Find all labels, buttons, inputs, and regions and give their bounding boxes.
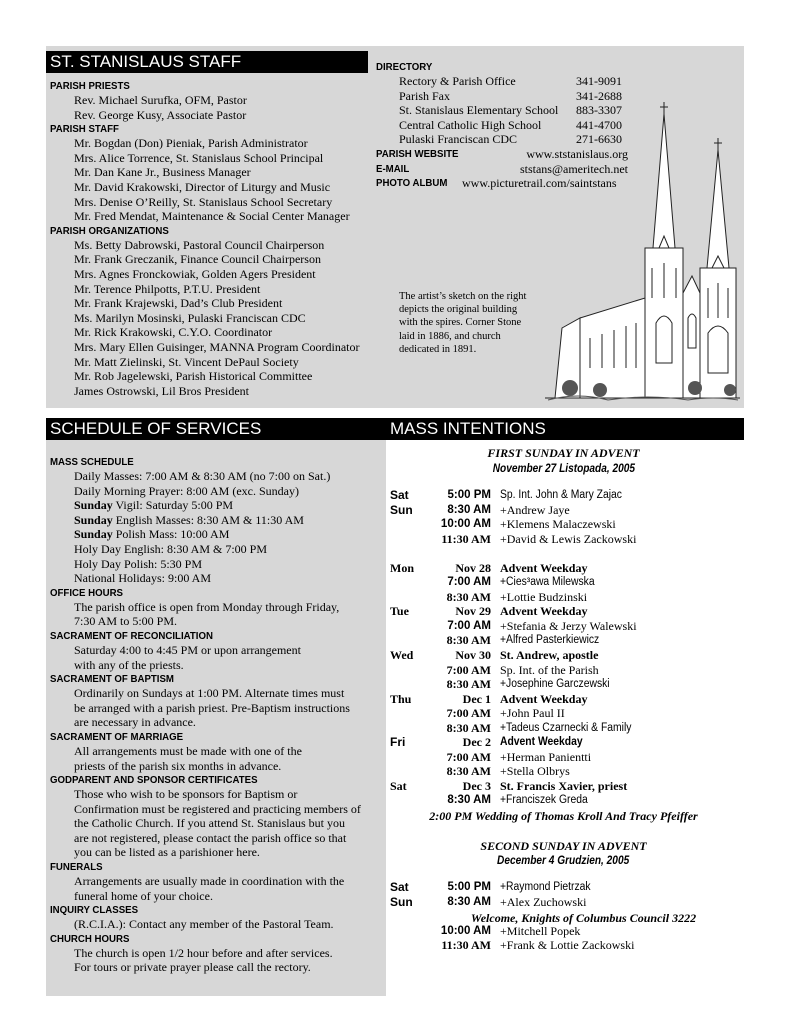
- intention-time: 11:30 AM: [441, 938, 491, 952]
- schedule-line-bold: Sunday: [74, 512, 113, 527]
- intention-time: 8:30 AM: [446, 764, 491, 778]
- intention-name: Advent Weekday: [500, 604, 588, 618]
- intention-time: 8:30 AM: [447, 504, 491, 516]
- intention-row: [386, 692, 746, 707]
- schedule-line-bold: Sunday: [74, 498, 113, 513]
- org-line: Mrs. Mary Ellen Guisinger, MANNA Program Coordinator: [74, 339, 360, 354]
- schedule-line-text: Polish Mass: 10:00 AM: [112, 527, 230, 542]
- intention-name: +Josephine Garczewski: [500, 678, 610, 690]
- directory-entry-name: Parish Fax: [399, 88, 450, 103]
- priest-line: Rev. George Kusy, Associate Pastor: [74, 107, 247, 122]
- intention-row: [386, 779, 746, 794]
- intention-row: [386, 561, 746, 576]
- wedding-note: 2:00 PM Wedding of Thomas Kroll And Tracy Pfeiffer: [429, 809, 698, 823]
- schedule-heading: GODPARENT AND SPONSOR CERTIFICATES: [50, 774, 258, 787]
- intention-day: Wed: [390, 648, 414, 662]
- directory-entry-name: St. Stanislaus Elementary School: [399, 103, 559, 118]
- directory-entry-phone: 883-3307: [576, 103, 622, 118]
- schedule-title: SCHEDULE OF SERVICES: [46, 418, 390, 440]
- schedule-line: National Holidays: 9:00 AM: [74, 571, 211, 586]
- intention-name: St. Francis Xavier, priest: [500, 779, 628, 793]
- album-label: PHOTO ALBUM: [376, 177, 448, 190]
- directory-entry-phone: 441-4700: [576, 117, 622, 132]
- intention-name: +Tadeus Czarnecki & Family: [500, 722, 632, 734]
- staff-title: ST. STANISLAUS STAFF: [46, 51, 368, 73]
- orgs-heading: PARISH ORGANIZATIONS: [50, 224, 169, 237]
- intention-row: [386, 633, 746, 648]
- org-line: James Ostrowski, Lil Bros President: [74, 383, 249, 398]
- schedule-line: Holy Day English: 8:30 AM & 7:00 PM: [74, 541, 268, 556]
- org-line: Ms. Marilyn Mosinski, Pulaski Franciscan CDC: [74, 310, 306, 325]
- intention-name: Advent Weekday: [500, 736, 583, 748]
- org-line: Mr. Rob Jagelewski, Parish Historical Committee: [74, 369, 313, 384]
- directory-entry-name: Central Catholic High School: [399, 117, 542, 132]
- intention-time: Nov 30: [455, 648, 491, 662]
- intention-row: [386, 735, 746, 750]
- intention-time: Nov 29: [455, 604, 491, 618]
- week2-title: SECOND SUNDAY IN ADVENT: [480, 839, 647, 853]
- schedule-line: the Catholic Church. If you attend St. Stanislaus but you: [74, 816, 345, 831]
- intention-name: Sp. Int. John & Mary Zajac: [500, 489, 622, 501]
- schedule-line-text: English Masses: 8:30 AM & 11:30 AM: [112, 512, 304, 527]
- schedule-line: Ordinarily on Sundays at 1:00 PM. Alternate times must: [74, 686, 345, 701]
- intentions-content: [386, 0, 744, 1024]
- staff-heading: PARISH STAFF: [50, 123, 119, 136]
- schedule-line: with any of the priests.: [74, 657, 184, 672]
- schedule-line: Daily Masses: 7:00 AM & 8:30 AM (no 7:00 on Sat.): [74, 469, 331, 483]
- schedule-line: Holy Day Polish: 5:30 PM: [74, 556, 203, 571]
- schedule-line: are necessary in advance.: [74, 715, 196, 730]
- intention-time: 8:30 AM: [446, 677, 491, 691]
- directory-heading: DIRECTORY: [376, 61, 433, 73]
- schedule-line: The church is open 1/2 hour before and after services.: [74, 945, 333, 960]
- intention-name: St. Andrew, apostle: [500, 648, 599, 662]
- org-line: Mr. Terence Philpotts, P.T.U. President: [74, 281, 261, 296]
- staff-column: [50, 79, 390, 398]
- schedule-line: Saturday 4:00 to 4:45 PM or upon arrangement: [74, 642, 301, 657]
- schedule-heading: MASS SCHEDULE: [50, 456, 134, 468]
- week1-date-text: November 27 Listopada, 2005: [492, 463, 635, 475]
- intention-name: +Alfred Pasterkiewicz: [500, 634, 600, 646]
- schedule-line: All arrangements must be made with one of the: [74, 743, 302, 758]
- staff-line: Mr. David Krakowski, Director of Liturgy and Music: [74, 179, 331, 194]
- schedule-line: are not registered, please contact the parish office so that: [74, 830, 347, 845]
- caption-line: with the spires. Corner Stone: [399, 317, 522, 329]
- schedule-line: Those who wish to be sponsors for Baptism or: [74, 787, 298, 802]
- schedule-line: [50, 498, 386, 513]
- intention-time: Nov 28: [455, 561, 491, 575]
- intention-name: +Cies³awa Milewska: [500, 576, 595, 588]
- intention-time: 5:00 PM: [447, 489, 491, 501]
- intention-name: +Franciszek Greda: [500, 794, 588, 806]
- schedule-heading: FUNERALS: [50, 861, 103, 874]
- intention-row: [386, 648, 746, 663]
- intention-day: Thu: [390, 692, 412, 706]
- intention-row: [386, 590, 746, 605]
- schedule-line: The parish office is open from Monday through Friday,: [74, 599, 340, 614]
- intention-row: [386, 721, 746, 736]
- schedule-line: you can be listed as a parishioner here.: [74, 845, 260, 860]
- intention-row: [386, 619, 746, 634]
- staff-line: Mrs. Denise O’Reilly, St. Stanislaus School Secretary: [74, 194, 333, 209]
- intention-row: [386, 575, 746, 590]
- intention-name: +Raymond Pietrzak: [500, 881, 591, 893]
- intention-time: 7:00 AM: [446, 663, 491, 677]
- intention-row: [386, 924, 746, 939]
- org-line: Mr. Frank Krajewski, Dad’s Club President: [74, 296, 283, 311]
- intention-time: 7:00 AM: [447, 620, 491, 632]
- schedule-line: be arranged with a parish priest. Pre-Baptism instructions: [74, 700, 350, 715]
- intention-name: +Lottie Budzinski: [500, 590, 588, 604]
- intention-row: [386, 880, 746, 895]
- intention-time: 10:00 AM: [440, 925, 491, 937]
- intention-row: [386, 793, 746, 808]
- intention-row: [386, 532, 746, 547]
- directory-entry-name: Rectory & Parish Office: [399, 74, 516, 88]
- staff-line: Mr. Bogdan (Don) Pieniak, Parish Administrator: [74, 136, 308, 151]
- schedule-line: funeral home of your choice.: [74, 888, 213, 903]
- priest-line: Rev. Michael Surufka, OFM, Pastor: [74, 93, 247, 107]
- intention-row: [386, 750, 746, 765]
- staff-line: Mr. Dan Kane Jr., Business Manager: [74, 165, 251, 180]
- intentions-title: MASS INTENTIONS: [386, 418, 744, 440]
- intention-time: Dec 2: [462, 735, 491, 749]
- email-label: E-MAIL: [376, 162, 410, 175]
- intention-row: [386, 895, 746, 910]
- directory-entry-phone: 341-9091: [576, 74, 622, 88]
- intention-day: Sun: [390, 895, 413, 909]
- intention-day: Sun: [390, 503, 413, 517]
- intention-time: 5:00 PM: [447, 881, 491, 893]
- intention-row: [386, 517, 746, 532]
- intention-row: [386, 677, 746, 692]
- schedule-line: Daily Morning Prayer: 8:00 AM (exc. Sunday): [74, 483, 299, 498]
- intention-time: 7:00 AM: [446, 706, 491, 720]
- intention-day: Mon: [390, 561, 414, 575]
- album-link[interactable]: www.picturetrail.com/saintstans: [462, 176, 617, 191]
- caption-line: The artist’s sketch on the right: [399, 291, 527, 302]
- intention-time: 8:30 AM: [446, 721, 491, 735]
- caption-line: dedicated in 1891.: [399, 343, 477, 355]
- week2-date: [386, 853, 741, 869]
- directory-entry-phone: 271-6630: [576, 132, 622, 147]
- intention-row: [386, 938, 746, 953]
- website-label: PARISH WEBSITE: [376, 147, 459, 160]
- directory-entry-phone: 341-2688: [576, 88, 622, 103]
- intention-time: Dec 3: [462, 779, 491, 793]
- intention-name: +David & Lewis Zackowski: [500, 532, 637, 546]
- intention-name: Advent Weekday: [500, 692, 588, 706]
- intention-time: Dec 1: [462, 692, 491, 706]
- caption-line: laid in 1886, and church: [399, 330, 501, 342]
- org-line: Mr. Rick Krakowski, C.Y.O. Coordinator: [74, 325, 273, 340]
- schedule-line-bold: Sunday: [74, 527, 113, 542]
- schedule-line: [50, 513, 386, 528]
- week2-date-text: December 4 Grudzien, 2005: [497, 855, 630, 867]
- kofc-note: Welcome, Knights of Columbus Council 3222: [470, 911, 697, 925]
- schedule-heading: CHURCH HOURS: [50, 932, 130, 945]
- intention-row: [386, 604, 746, 619]
- schedule-line: [50, 527, 386, 542]
- intention-name: +Alex Zuchowski: [500, 895, 587, 909]
- schedule-heading: SACRAMENT OF MARRIAGE: [50, 730, 184, 743]
- priests-heading: PARISH PRIESTS: [50, 80, 130, 92]
- intention-time: 8:30 AM: [447, 896, 491, 908]
- intention-time: 8:30 AM: [446, 633, 491, 647]
- intention-time: 7:00 AM: [447, 576, 491, 588]
- intention-day: Tue: [390, 604, 409, 618]
- intention-day: Fri: [390, 735, 406, 749]
- directory-entry-name: Pulaski Franciscan CDC: [399, 132, 517, 147]
- intention-row: [386, 764, 746, 779]
- caption-line: depicts the original building: [399, 304, 518, 316]
- schedule-heading: SACRAMENT OF RECONCILIATION: [50, 629, 213, 642]
- schedule-line: (R.C.I.A.): Contact any member of the Pastoral Team.: [74, 917, 334, 932]
- org-line: Mr. Matt Zielinski, St. Vincent DePaul Society: [74, 354, 299, 369]
- org-line: Mrs. Agnes Fronckowiak, Golden Agers President: [74, 266, 316, 281]
- website-link[interactable]: www.ststanislaus.org: [526, 146, 628, 161]
- org-line: Ms. Betty Dabrowski, Pastoral Council Chairperson: [74, 237, 325, 252]
- schedule-heading: OFFICE HOURS: [50, 586, 123, 599]
- staff-line: Mr. Fred Mendat, Maintenance & Social Center Manager: [74, 209, 350, 224]
- schedule-line: Arrangements are usually made in coordination with the: [74, 874, 345, 889]
- intention-time: 11:30 AM: [441, 532, 491, 546]
- intention-name: +Stefania & Jerzy Walewski: [500, 619, 637, 633]
- schedule-line: Confirmation must be registered and practicing members of: [74, 801, 361, 816]
- intention-row: [386, 503, 746, 518]
- intention-row: [386, 488, 746, 503]
- intention-row: [386, 706, 746, 721]
- week1-title: FIRST SUNDAY IN ADVENT: [487, 446, 640, 460]
- intention-name: +Andrew Jaye: [500, 503, 570, 517]
- schedule-line: 7:30 AM to 5:00 PM.: [74, 614, 178, 629]
- intention-day: Sat: [390, 488, 409, 502]
- intention-time: 8:30 AM: [446, 590, 491, 604]
- intention-name: +John Paul II: [500, 706, 565, 720]
- schedule-heading: SACRAMENT OF BAPTISM: [50, 673, 174, 686]
- intention-name: +Mitchell Popek: [500, 924, 581, 938]
- schedule-content: [50, 455, 386, 975]
- intention-time: 10:00 AM: [440, 518, 491, 530]
- email-link[interactable]: ststans@ameritech.net: [519, 161, 628, 176]
- intention-name: +Frank & Lottie Zackowski: [500, 938, 635, 952]
- intention-row: [386, 663, 746, 678]
- intention-name: +Klemens Malaczewski: [500, 517, 616, 531]
- week1-date: [386, 461, 741, 477]
- intention-name: Advent Weekday: [500, 561, 588, 575]
- org-line: Mr. Frank Greczanik, Finance Council Chairperson: [74, 252, 321, 267]
- staff-line: Mrs. Alice Torrence, St. Stanislaus School Principal: [74, 150, 324, 165]
- intention-day: Sat: [390, 880, 409, 894]
- intention-time: 8:30 AM: [447, 794, 491, 806]
- intention-name: Sp. Int. of the Parish: [500, 663, 599, 677]
- intention-name: +Stella Olbrys: [500, 764, 570, 778]
- schedule-line: priests of the parish six months in advance.: [74, 758, 282, 773]
- intention-time: 7:00 AM: [446, 750, 491, 764]
- intention-day: Sat: [390, 779, 407, 793]
- schedule-line: For tours or private prayer please call the rectory.: [74, 960, 311, 975]
- schedule-line-text: Vigil: Saturday 5:00 PM: [112, 498, 234, 513]
- schedule-heading: INQUIRY CLASSES: [50, 904, 139, 917]
- intention-name: +Herman Panientti: [500, 750, 592, 764]
